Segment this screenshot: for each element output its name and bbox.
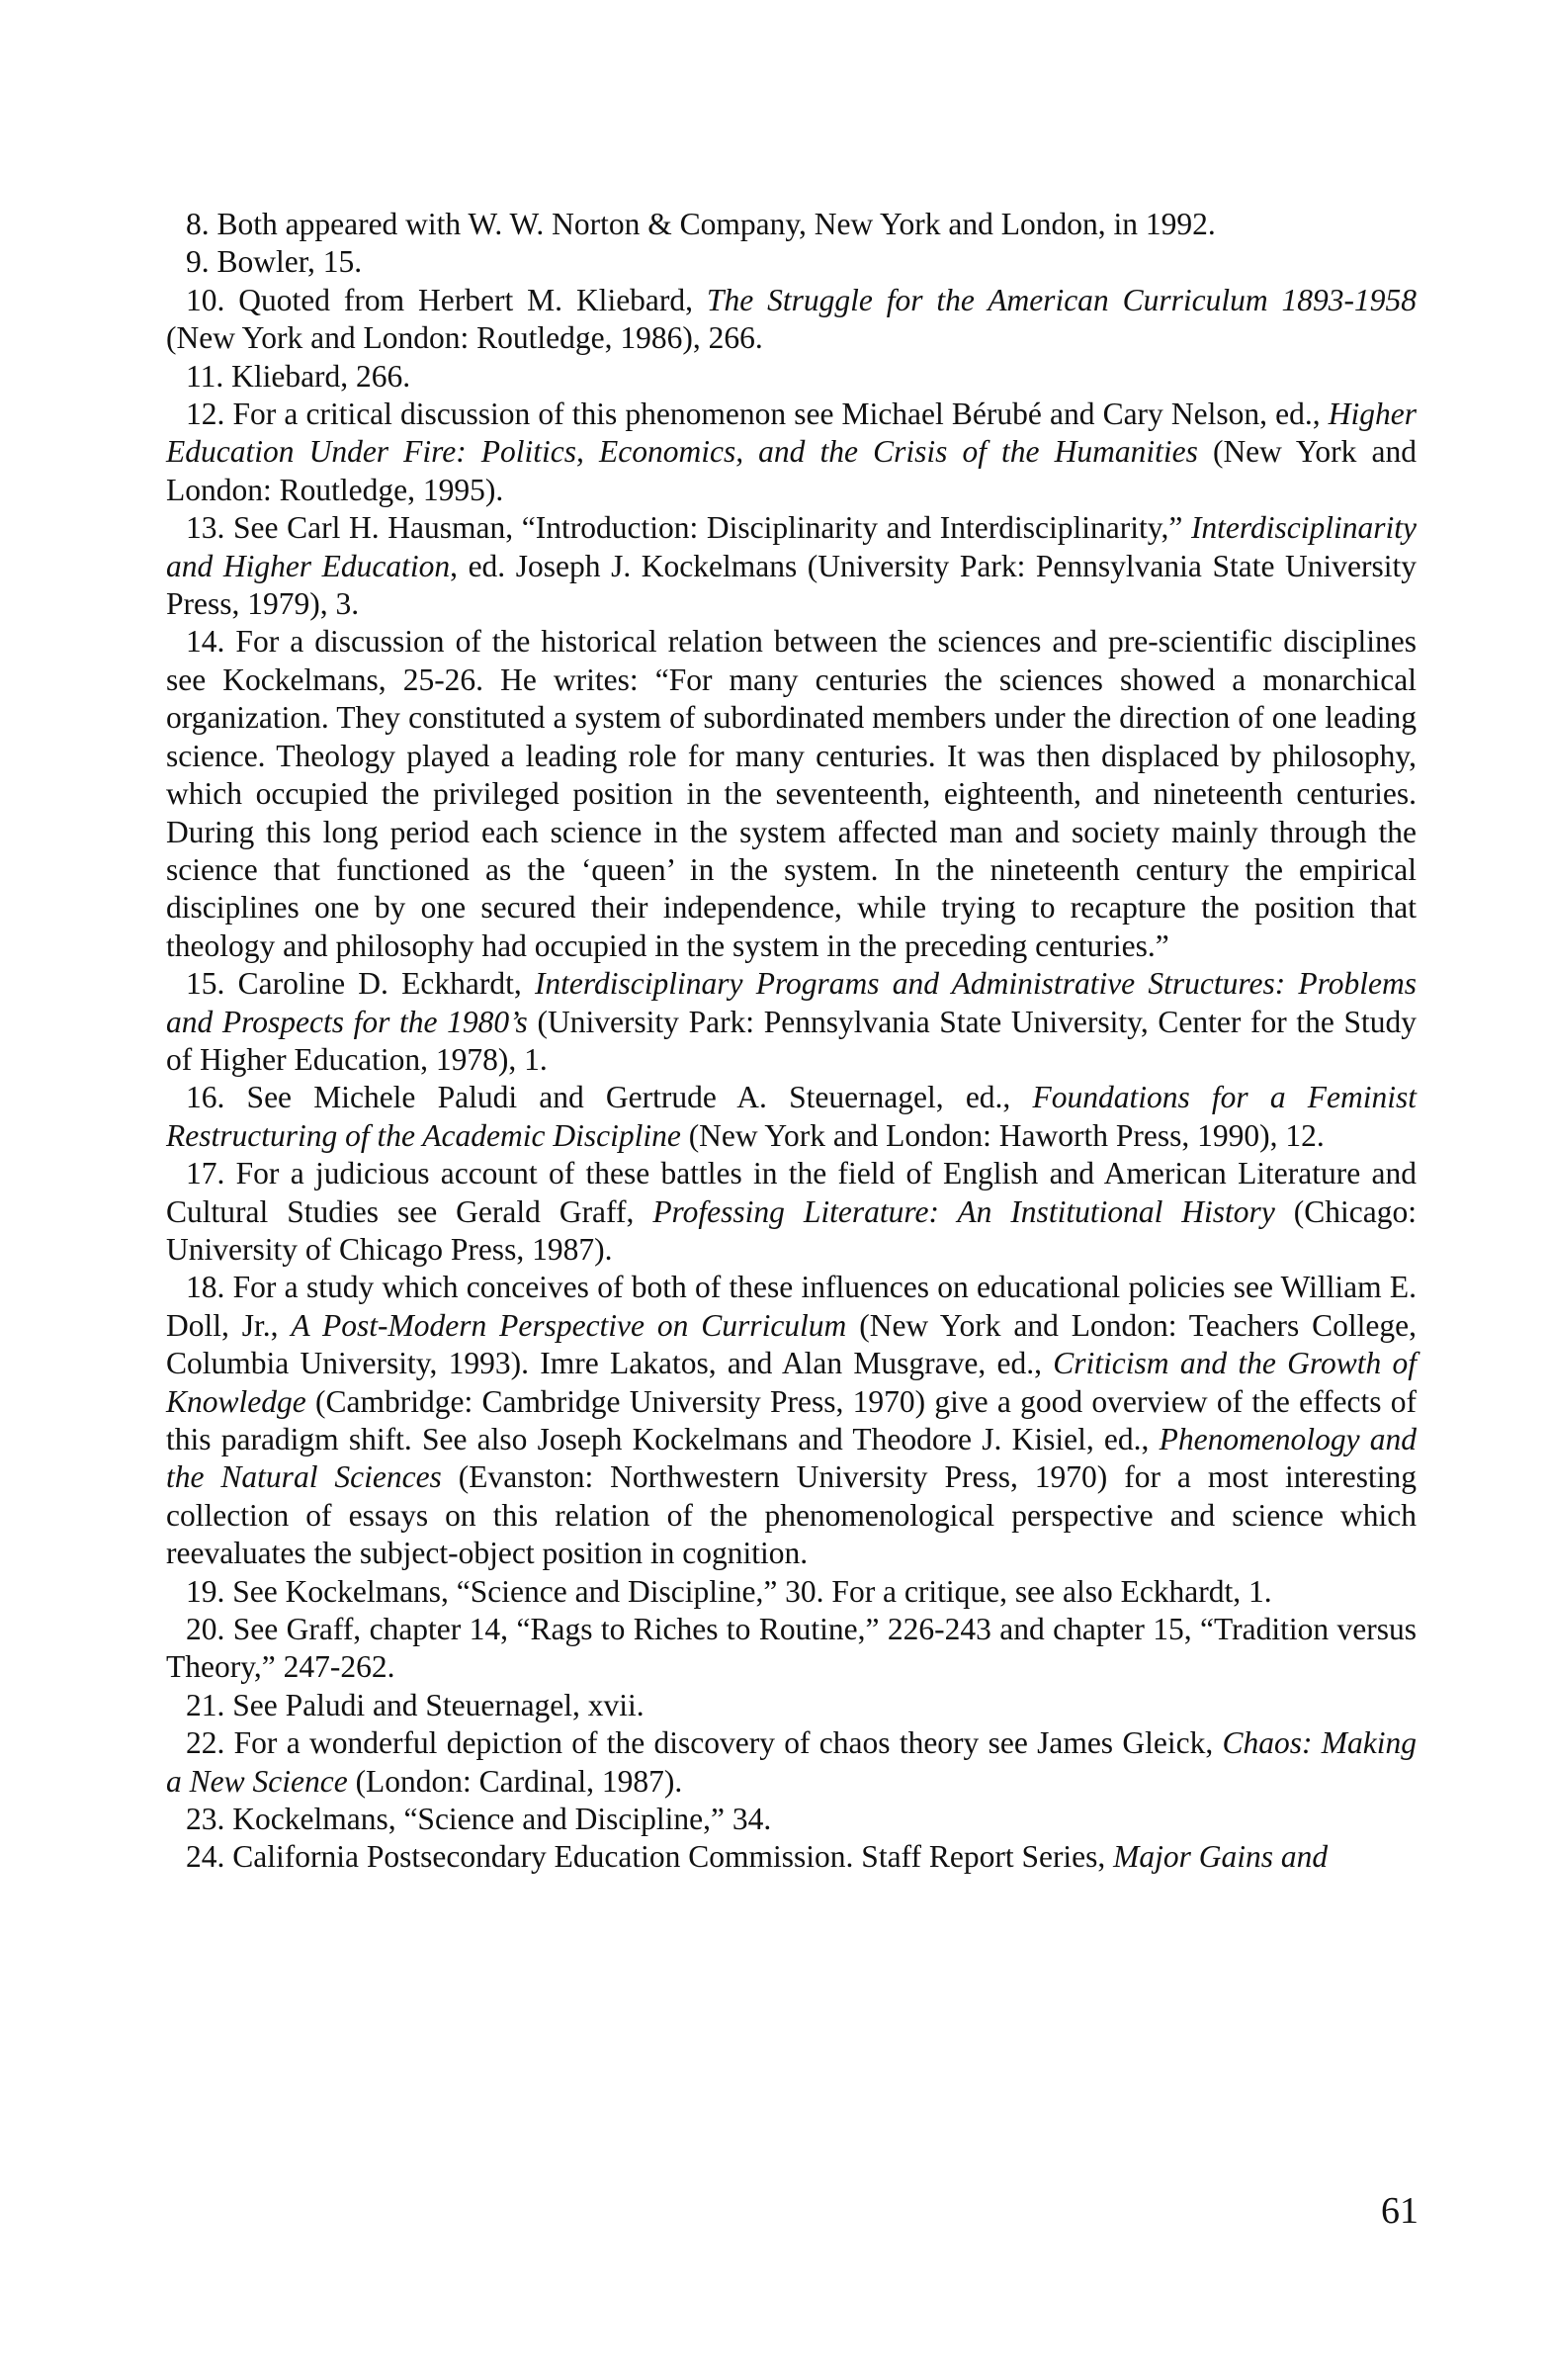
endnote (166, 1611, 1417, 1687)
endnote-title: Higher Education Under Fire: Politics, Economics, and the Crisis of the Humanities (166, 397, 1417, 470)
endnote (166, 509, 1417, 623)
endnote (166, 1838, 1417, 1876)
endnote-title: Chaos: Making a New Science (166, 1725, 1418, 1799)
endnote-text: 16. See Michele Paludi and Gertrude A. Steuernagel, ed., (186, 1080, 1033, 1115)
endnote (166, 623, 1417, 965)
endnote (166, 396, 1417, 509)
endnote (166, 243, 1417, 281)
endnote-text: 22. For a wonderful depiction of the discovery of chaos theory see James Gleick, (186, 1725, 1223, 1761)
endnote (166, 206, 1417, 243)
endnote-text: (University Park: Pennsylvania State University, Center for the Study of Higher Education, 1978), 1. (166, 1004, 1417, 1077)
endnote-text: (Cambridge: Cambridge University Press, 1970) give a good overview of the effects of this paradigm shift. See also Joseph Kockelmans and Theodore J. Kisiel, ed., (166, 1383, 1417, 1456)
endnote-text: 11. Kliebard, 266. (186, 358, 411, 394)
endnote (166, 282, 1417, 358)
endnote (166, 1155, 1417, 1269)
endnote-text: 10. Quoted from Herbert M. Kliebard, (186, 282, 707, 317)
endnote-title: Phenomenology and the Natural Sciences (166, 1422, 1418, 1495)
endnote-text: , ed. Joseph J. Kockelmans (University Park: Pennsylvania State University Press, 1979), 3. (166, 548, 1417, 622)
endnote-title: Foundations for a Feminist Restructuring of the Academic Discipline (166, 1080, 1418, 1153)
endnote-title: Major Gains and (1113, 1839, 1329, 1875)
endnote (166, 1801, 1417, 1838)
endnote-text: 13. See Carl H. Hausman, “Introduction: Disciplinarity and Interdisciplinarity,” (186, 510, 1191, 546)
endnote (166, 1079, 1417, 1155)
endnote-text: 8. Both appeared with W. W. Norton & Company, New York and London, in 1992. (186, 207, 1216, 241)
endnote (166, 1724, 1417, 1801)
endnote-text: 18. For a study which conceives of both of these influences on educational policies see William E. Doll, Jr., (166, 1270, 1417, 1343)
endnote (166, 965, 1417, 1079)
endnote-text: (New York and London: Haworth Press, 1990), 12. (680, 1117, 1325, 1153)
endnote-title: Professing Literature: An Institutional History (652, 1193, 1275, 1229)
endnote-text: 17. For a judicious account of these battles in the field of English and American Literature and Cultural Studies see Gerald Graff, (166, 1156, 1417, 1229)
endnote (166, 1573, 1417, 1611)
endnote (166, 1269, 1417, 1572)
endnote-title: Interdisciplinarity and Higher Education (166, 510, 1417, 583)
endnote-title: A Post-Modern Perspective on Curriculum (291, 1307, 847, 1343)
endnote-title: The Struggle for the American Curriculum 1893-1958 (706, 282, 1417, 317)
endnote-text: 21. See Paludi and Steuernagel, xvii. (186, 1687, 645, 1722)
endnote (166, 358, 1417, 396)
endnote-text: (Evanston: Northwestern University Press, 1970) for a most interesting collection of essays on this relation of the phenomenological perspective and science which reevaluates the subject-object position in cognition. (166, 1459, 1417, 1571)
page-number: 61 (1381, 2190, 1419, 2232)
endnote (166, 1687, 1417, 1724)
endnote-text: 19. See Kockelmans, “Science and Discipline,” 30. For a critique, see also Eckhardt, 1. (186, 1573, 1272, 1609)
endnote-title: Interdisciplinary Programs and Administrative Structures: Problems and Prospects for the 1980’s (166, 966, 1417, 1039)
endnote-text: (London: Cardinal, 1987). (347, 1763, 683, 1799)
endnote-text: 9. Bowler, 15. (186, 244, 363, 280)
endnote-title: Criticism and the Growth of Knowledge (166, 1346, 1417, 1419)
endnote-text: (New York and London: Routledge, 1995). (166, 434, 1417, 507)
endnote-text: 15. Caroline D. Eckhardt, (186, 966, 535, 1002)
endnote-text: 23. Kockelmans, “Science and Discipline,” 34. (186, 1802, 772, 1837)
endnote-text: 12. For a critical discussion of this phenomenon see Michael Bérubé and Cary Nelson, ed., (186, 397, 1329, 432)
endnote-text: 24. California Postsecondary Education Commission. Staff Report Series, (186, 1839, 1114, 1875)
endnote-text: (Chicago: University of Chicago Press, 1987). (166, 1193, 1418, 1267)
endnote-text: (New York and London: Teachers College, Columbia University, 1993). Imre Lakatos, and Alan Musgrave, ed., (166, 1307, 1418, 1381)
endnote-text: (New York and London: Routledge, 1986), 266. (166, 320, 763, 356)
endnote-text: 20. See Graff, chapter 14, “Rags to Riches to Routine,” 226-243 and chapter 15, “Tradition versus Theory,” 247-262. (166, 1612, 1417, 1685)
endnotes-list (166, 206, 1417, 1877)
endnote-text: 14. For a discussion of the historical relation between the sciences and pre-scientific disciplines see Kockelmans, 25-26. He writes: “For many centuries the sciences showed a monarchical organization. They constituted a system of subordinated members under the direction of one leading science. Theology played a leading role for many centuries. It was then displaced by philosophy, which occupied the privileged position in the seventeenth, eighteenth, and nineteenth centuries. During this long period each science in the system affected man and society mainly through the science that functioned as the ‘queen’ in the system. In the nineteenth century the empirical disciplines one by one secured their independence, while trying to recapture the position that theology and philosophy had occupied in the system in the preceding centuries.” (166, 624, 1417, 963)
